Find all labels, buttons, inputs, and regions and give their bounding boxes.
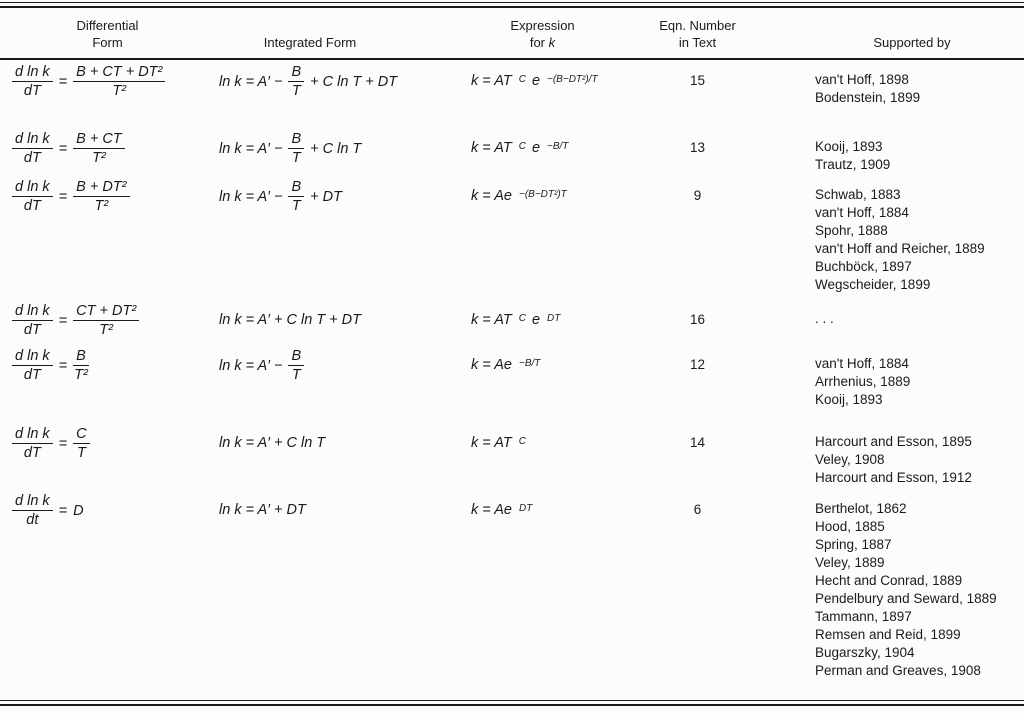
integrated-form-cell <box>215 175 465 214</box>
differential-formula <box>12 489 215 528</box>
k-expression-formula: k = Ae $^{-(B-DT^2)T}$ <box>471 188 567 204</box>
supported-by-cell <box>745 489 1024 680</box>
diff-rhs-denominator: T² <box>74 367 88 383</box>
eqn-number-cell: 12 <box>689 357 706 372</box>
table-row <box>0 299 1024 344</box>
diff-lhs-numerator: d ln k <box>12 348 53 366</box>
table-row <box>0 127 1024 175</box>
equals-sign: = <box>58 73 68 90</box>
k-expression-formula: k = AT $^C$ <box>471 435 526 451</box>
integrated-form-cell <box>215 489 465 518</box>
supported-by-cell <box>745 175 1024 294</box>
diff-lhs-numerator: d ln k <box>12 493 53 511</box>
header-eqn-line2: in Text <box>678 35 717 50</box>
equals-sign: = <box>58 435 68 452</box>
eqn-number-cell: 13 <box>689 140 706 155</box>
equals-sign: = <box>58 312 68 329</box>
diff-rhs-numerator: B + CT + DT² <box>73 64 165 82</box>
equals-sign: = <box>58 188 68 205</box>
integrated-formula <box>219 489 465 518</box>
differential-form-cell <box>0 60 215 99</box>
header-supported-line1: Supported by <box>873 35 951 50</box>
integrated-frac-numerator: B <box>288 64 304 82</box>
integrated-formula <box>219 60 465 99</box>
supported-by-cell <box>745 127 1024 174</box>
diff-lhs-denominator: dT <box>23 445 41 461</box>
diff-rhs-plain: D <box>73 502 84 519</box>
differential-formula <box>12 299 215 338</box>
table-row <box>0 489 1024 700</box>
supported-entry: Trautz, 1909 <box>815 157 891 172</box>
differential-formula <box>12 175 215 214</box>
header-integrated-form <box>215 8 465 58</box>
header-expression-line1: Expression <box>510 18 575 33</box>
k-expression-formula: k = AT $^C$ e $^{DT}$ <box>471 312 561 328</box>
differential-formula <box>12 344 215 383</box>
differential-form-cell <box>0 299 215 338</box>
k-expression-cell <box>465 344 650 373</box>
diff-rhs-numerator: C <box>73 426 89 444</box>
integrated-plain: ln k = A′ + C ln T <box>219 435 326 451</box>
k-expression-cell <box>465 127 650 156</box>
integrated-formula <box>219 175 465 214</box>
supported-entry: van't Hoff, 1898 <box>815 72 909 87</box>
diff-rhs-numerator: B + CT <box>73 131 125 149</box>
diff-lhs-denominator: dT <box>23 83 41 99</box>
integrated-pre: ln k = A′ − <box>219 188 283 205</box>
integrated-post: + C ln T + DT <box>310 73 398 90</box>
supported-by-list <box>815 186 1024 294</box>
supported-entry: van't Hoff, 1884 <box>815 356 909 371</box>
equals-sign: = <box>58 357 68 374</box>
k-expression-formula: k = AT $^C$ e $^{-(B-DT^2)/T}$ <box>471 73 598 89</box>
integrated-post: + C ln T <box>310 140 362 157</box>
integrated-formula <box>219 299 465 328</box>
diff-rhs-denominator: T² <box>99 322 113 338</box>
supported-entry: . . . <box>815 311 834 326</box>
k-expression-formula: k = Ae $^{DT}$ <box>471 502 533 518</box>
header-differential-line1: Differential <box>76 18 139 33</box>
differential-form-cell <box>0 422 215 461</box>
integrated-frac-numerator: B <box>288 348 304 366</box>
integrated-frac-denominator: T <box>291 367 301 383</box>
k-expression-cell <box>465 422 650 451</box>
integrated-frac-denominator: T <box>291 198 301 214</box>
differential-form-cell <box>0 489 215 528</box>
integrated-frac-denominator: T <box>291 83 301 99</box>
integrated-post: + DT <box>310 188 342 205</box>
diff-lhs-denominator: dT <box>23 367 41 383</box>
diff-lhs-numerator: d ln k <box>12 131 53 149</box>
integrated-frac-denominator: T <box>291 150 301 166</box>
supported-entry: Arrhenius, 1889 <box>815 374 911 389</box>
k-expression-formula: k = Ae $^{-B/T}$ <box>471 357 541 373</box>
supported-entry: Veley, 1889 <box>815 555 885 570</box>
supported-by-list <box>815 355 1024 409</box>
supported-by-list <box>815 310 1024 328</box>
table-body <box>0 60 1024 700</box>
k-expression-cell <box>465 299 650 328</box>
table-row <box>0 344 1024 422</box>
differential-form-cell <box>0 175 215 214</box>
diff-lhs-numerator: d ln k <box>12 64 53 82</box>
header-expression-for-k <box>465 8 650 58</box>
eqn-number-cell: 14 <box>689 435 706 450</box>
supported-entry: Schwab, 1883 <box>815 187 901 202</box>
table-row <box>0 175 1024 299</box>
k-expression-cell <box>465 60 650 89</box>
diff-rhs-denominator: T² <box>92 150 106 166</box>
integrated-form-cell <box>215 422 465 451</box>
eqn-number-cell: 9 <box>693 188 702 203</box>
integrated-formula <box>219 422 465 451</box>
supported-entry: Bugarszky, 1904 <box>815 645 915 660</box>
differential-formula <box>12 422 215 461</box>
diff-lhs-numerator: d ln k <box>12 426 53 444</box>
diff-rhs-numerator: CT + DT² <box>73 303 139 321</box>
header-differential-form <box>0 8 215 58</box>
diff-rhs-numerator: B <box>73 348 89 366</box>
supported-entry: Remsen and Reid, 1899 <box>815 627 961 642</box>
integrated-pre: ln k = A′ − <box>219 140 283 157</box>
supported-entry: Veley, 1908 <box>815 452 885 467</box>
integrated-formula <box>219 127 465 166</box>
equals-sign: = <box>58 502 68 519</box>
supported-by-list <box>815 500 1024 680</box>
supported-entry: Buchböck, 1897 <box>815 259 912 274</box>
k-expression-cell <box>465 175 650 204</box>
bottom-rule-thick <box>0 704 1024 706</box>
supported-entry: Harcourt and Esson, 1912 <box>815 470 972 485</box>
eqn-number-cell: 16 <box>689 312 706 327</box>
integrated-pre: ln k = A′ − <box>219 73 283 90</box>
header-eqn-number <box>650 8 745 58</box>
supported-by-list <box>815 138 1024 174</box>
diff-lhs-denominator: dt <box>26 512 39 528</box>
integrated-plain: ln k = A′ + C ln T + DT <box>219 312 361 328</box>
header-integrated-line1: Integrated Form <box>263 35 357 50</box>
supported-by-cell <box>745 299 1024 328</box>
supported-by-cell <box>745 60 1024 107</box>
diff-lhs-denominator: dT <box>23 150 41 166</box>
diff-lhs-numerator: d ln k <box>12 303 53 321</box>
equals-sign: = <box>58 140 68 157</box>
integrated-formula <box>219 344 465 383</box>
supported-entry: Wegscheider, 1899 <box>815 277 931 292</box>
table-row <box>0 60 1024 127</box>
diff-lhs-numerator: d ln k <box>12 179 53 197</box>
integrated-form-cell <box>215 299 465 328</box>
supported-entry: van't Hoff and Reicher, 1889 <box>815 241 985 256</box>
integrated-plain: ln k = A′ + DT <box>219 502 306 518</box>
table-row <box>0 422 1024 489</box>
header-supported-by <box>745 8 1024 58</box>
differential-form-cell <box>0 344 215 383</box>
k-expression-cell <box>465 489 650 518</box>
header-eqn-line1: Eqn. Number <box>659 18 736 33</box>
supported-entry: Kooij, 1893 <box>815 139 883 154</box>
supported-entry: Perman and Greaves, 1908 <box>815 663 981 678</box>
table-header-row <box>0 8 1024 58</box>
eqn-number-cell: 6 <box>693 502 702 517</box>
supported-by-list <box>815 71 1024 107</box>
differential-formula <box>12 127 215 166</box>
supported-by-cell <box>745 422 1024 487</box>
integrated-form-cell <box>215 127 465 166</box>
supported-entry: Hood, 1885 <box>815 519 885 534</box>
diff-rhs-denominator: T² <box>112 83 127 99</box>
integrated-form-cell <box>215 344 465 383</box>
supported-entry: Hecht and Conrad, 1889 <box>815 573 963 588</box>
eqn-number-cell: 15 <box>689 73 706 88</box>
diff-rhs-numerator: B + DT² <box>73 179 129 197</box>
header-differential-line2: Form <box>92 35 123 50</box>
header-expression-line2: for k <box>529 35 556 50</box>
diff-rhs-denominator: T <box>76 445 86 461</box>
supported-entry: Pendelbury and Seward, 1889 <box>815 591 997 606</box>
supported-entry: Harcourt and Esson, 1895 <box>815 434 972 449</box>
k-expression-formula: k = AT $^C$ e $^{-B/T}$ <box>471 140 569 156</box>
integrated-frac-numerator: B <box>288 131 304 149</box>
diff-lhs-denominator: dT <box>23 198 41 214</box>
integrated-form-cell <box>215 60 465 99</box>
supported-by-list <box>815 433 1024 487</box>
supported-entry: Spohr, 1888 <box>815 223 888 238</box>
supported-entry: Bodenstein, 1899 <box>815 90 921 105</box>
supported-entry: Tammann, 1897 <box>815 609 912 624</box>
integrated-frac-numerator: B <box>288 179 304 197</box>
diff-rhs-denominator: T² <box>94 198 109 214</box>
supported-entry: van't Hoff, 1884 <box>815 205 909 220</box>
integrated-pre: ln k = A′ − <box>219 357 283 374</box>
supported-entry: Kooij, 1893 <box>815 392 883 407</box>
supported-entry: Spring, 1887 <box>815 537 892 552</box>
supported-entry: Berthelot, 1862 <box>815 501 907 516</box>
differential-formula <box>12 60 215 99</box>
diff-lhs-denominator: dT <box>23 322 41 338</box>
differential-form-cell <box>0 127 215 166</box>
supported-by-cell <box>745 344 1024 409</box>
